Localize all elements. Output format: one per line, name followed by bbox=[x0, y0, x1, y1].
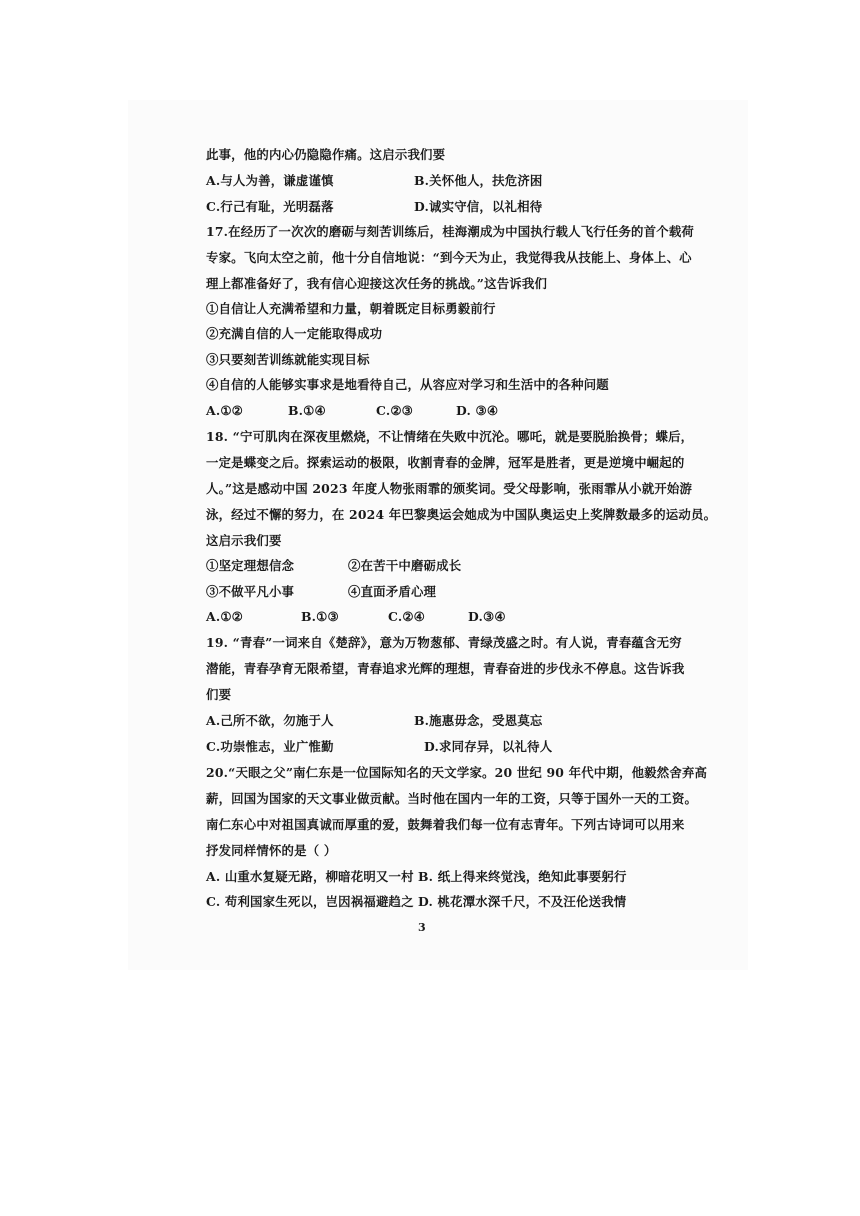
q18-text: 泳，经过不懈的努力，在 2024 年巴黎奥运会她成为中国队奥运史上奖牌数最多的运动员。 bbox=[206, 507, 717, 522]
text-line: 此事，他的内心仍隐隐作痛。这启示我们要 bbox=[206, 147, 446, 162]
q17-text: 理上都准备好了，我有信心迎接这次任务的挑战。”这告诉我们 bbox=[206, 276, 548, 291]
q19-text: 们要 bbox=[206, 687, 232, 702]
page-number: 3 bbox=[418, 921, 426, 934]
q17-text: 17.在经历了一次次的磨砺与刻苦训练后，桂海潮成为中国执行载人飞行任务的首个载荷 bbox=[206, 224, 695, 239]
q16-option-c: C.行己有耻，光明磊落 bbox=[206, 199, 334, 214]
q16-options-ab bbox=[206, 173, 334, 189]
q20-option-a: A. 山重水复疑无路，柳暗花明又一村 bbox=[206, 869, 414, 884]
q17-option-d: D. ③④ bbox=[456, 403, 499, 418]
q19-option-b: B.施惠毋念，受恩莫忘 bbox=[414, 713, 543, 728]
q17-statement-4: ④自信的人能够实事求是地看待自己，从容应对学习和生活中的各种问题 bbox=[206, 377, 609, 392]
q18-text: 一定是蝶变之后。探索运动的极限，收割青春的金牌，冠军是胜者，更是逆境中崛起的 bbox=[206, 455, 685, 470]
q18-text: 这启示我们要 bbox=[206, 533, 282, 548]
q19-option-a: A.己所不欲，勿施于人 bbox=[206, 713, 334, 728]
q20-option-d: D. 桃花潭水深千尺，不及汪伦送我情 bbox=[418, 894, 627, 909]
q16-option-d: D.诚实守信，以礼相待 bbox=[414, 199, 543, 214]
q17-text: 专家。飞向太空之前，他十分自信地说：“到今天为止，我觉得我从技能上、身体上、心 bbox=[206, 250, 692, 265]
q17-statement-2: ②充满自信的人一定能取得成功 bbox=[206, 326, 383, 341]
option-a: A.与人为善，谦虚谨慎 bbox=[206, 173, 334, 188]
q19-option-d: D.求同存异，以礼待人 bbox=[424, 739, 553, 754]
q17-option-c: C.②③ bbox=[376, 403, 413, 418]
q16-option-b: B.关怀他人，扶危济困 bbox=[414, 173, 543, 188]
q17-option-a: A.①② bbox=[206, 403, 243, 418]
q18-statement-1: ①坚定理想信念 bbox=[206, 558, 295, 573]
q19-text: 19. “青春”一词来自《楚辞》，意为万物葱郁、青绿茂盛之时。有人说，青春蕴含无穷 bbox=[206, 635, 682, 650]
q17-statement-3: ③只要刻苦训练就能实现目标 bbox=[206, 352, 370, 367]
q18-statement-2: ②在苦干中磨砺成长 bbox=[348, 558, 462, 573]
q20-text: 南仁东心中对祖国真诚而厚重的爱，鼓舞着我们每一位有志青年。下列古诗词可以用来 bbox=[206, 817, 685, 832]
q18-text: 18. “宁可肌肉在深夜里燃烧，不让情绪在失败中沉沦。哪吒，就是要脱胎换骨；蝶后， bbox=[206, 429, 694, 444]
q20-option-c: C. 苟利国家生死以，岂因祸福避趋之 bbox=[206, 894, 414, 909]
q20-option-b: B. 纸上得来终觉浅，绝知此事要躬行 bbox=[418, 869, 627, 884]
q18-statement-4: ④直面矛盾心理 bbox=[348, 584, 437, 599]
q20-text: 薪，回国为国家的天文事业做贡献。当时他在国内一年的工资，只等于国外一天的工资。 bbox=[206, 791, 698, 806]
q18-option-a: A.①② bbox=[206, 609, 243, 624]
q18-statement-3: ③不做平凡小事 bbox=[206, 584, 295, 599]
q19-option-c: C.功崇惟志，业广惟勤 bbox=[206, 739, 334, 754]
q18-text: 人。”这是感动中国 2023 年度人物张雨霏的颁奖词。受父母影响，张雨霏从小就开始游 bbox=[206, 481, 693, 496]
q19-text: 潜能，青春孕育无限希望，青春追求光辉的理想，青春奋进的步伐永不停息。这告诉我 bbox=[206, 661, 685, 676]
q18-option-d: D.③④ bbox=[468, 609, 506, 624]
q18-option-c: C.②④ bbox=[388, 609, 425, 624]
q17-statement-1: ①自信让人充满希望和力量，朝着既定目标勇毅前行 bbox=[206, 301, 496, 316]
q20-text: 抒发同样情怀的是（ ） bbox=[206, 843, 337, 858]
q20-text: 20.“天眼之父”南仁东是一位国际知名的天文学家。20 世纪 90 年代中期，他毅然舍弃高 bbox=[206, 765, 708, 780]
q17-option-b: B.①④ bbox=[288, 403, 326, 418]
q18-option-b: B.①③ bbox=[301, 609, 339, 624]
